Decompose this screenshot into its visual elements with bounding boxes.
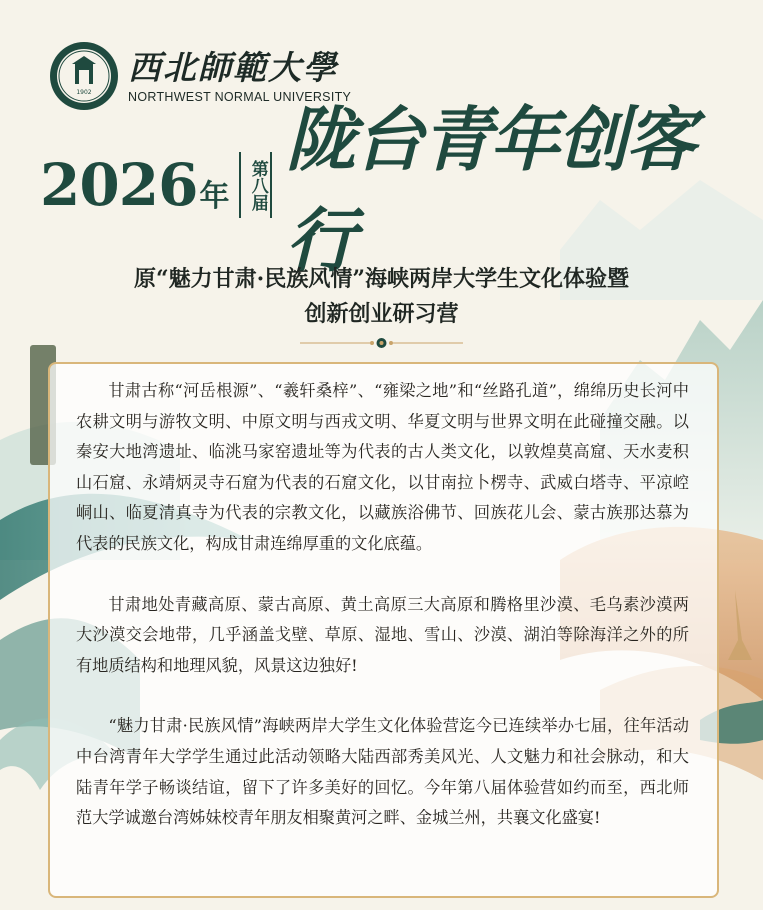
- intro-text-panel: [48, 362, 719, 898]
- intro-paragraph-2: 甘肃地处青藏高原、蒙古高原、黄土高原三大高原和腾格里沙漠、毛乌素沙漠两大沙漠交会地带，几乎涵盖戈壁、草原、湿地、雪山、沙漠、湖泊等除海洋之外的所有地质结构和地理风貌，风景这边独好!: [76, 594, 689, 675]
- intro-paragraph-1: 甘肃古称“河岳根源”、“羲轩桑梓”、“雍梁之地”和“丝路孔道”，绵绵历史长河中农耕文明与游牧文明、中原文明与西戎文明、华夏文明与世界文明在此碰撞交融。以秦安大地湾遗址、临洮马家窑遗址等为代表的古人类文化，以敦煌莫高窟、天水麦积山石窟、永靖炳灵寺石窟为代表的石窟文化，以甘南拉卜楞寺、武威白塔寺、平凉崆峒山、临夏清真寺为代表的宗教文化，以藏族浴佛节、回族花儿会、蒙古族那达慕为代表的民族文化，构成甘肃连绵厚重的文化底蕴。: [76, 381, 689, 553]
- divider-ornament-icon: [300, 336, 463, 350]
- title-year: 2026: [40, 151, 198, 219]
- intro-paragraph-3: “魅力甘肃·民族风情”海峡两岸大学生文化体验营迄今已连续举办七届，往年活动中台湾青年大学学生通过此活动领略大陆西部秀美风光、人文魅力和社会脉动，和大陆青年学子畅谈结谊，留下了许多美好的回忆。今年第八届体验营如约而至，西北师范大学诚邀台湾姊妹校青年朋友相聚黄河之畔、金城兰州，共襄文化盛宴!: [76, 716, 689, 828]
- university-name-cn: 西北師範大學: [128, 48, 338, 87]
- seal-year: 1902: [76, 89, 92, 96]
- subtitle-line-1: 原“魅力甘肃·民族风情”海峡两岸大学生文化体验暨: [134, 266, 629, 292]
- title-main: 陇台青年创客行: [285, 98, 694, 282]
- university-seal-icon: [48, 40, 120, 112]
- title-edition: 第八届: [239, 152, 271, 218]
- title-year-unit: 年: [199, 179, 230, 214]
- subtitle-line-2: 创新创业研习营: [304, 301, 459, 327]
- university-name-en: NORTHWEST NORMAL UNIVERSITY: [128, 90, 352, 104]
